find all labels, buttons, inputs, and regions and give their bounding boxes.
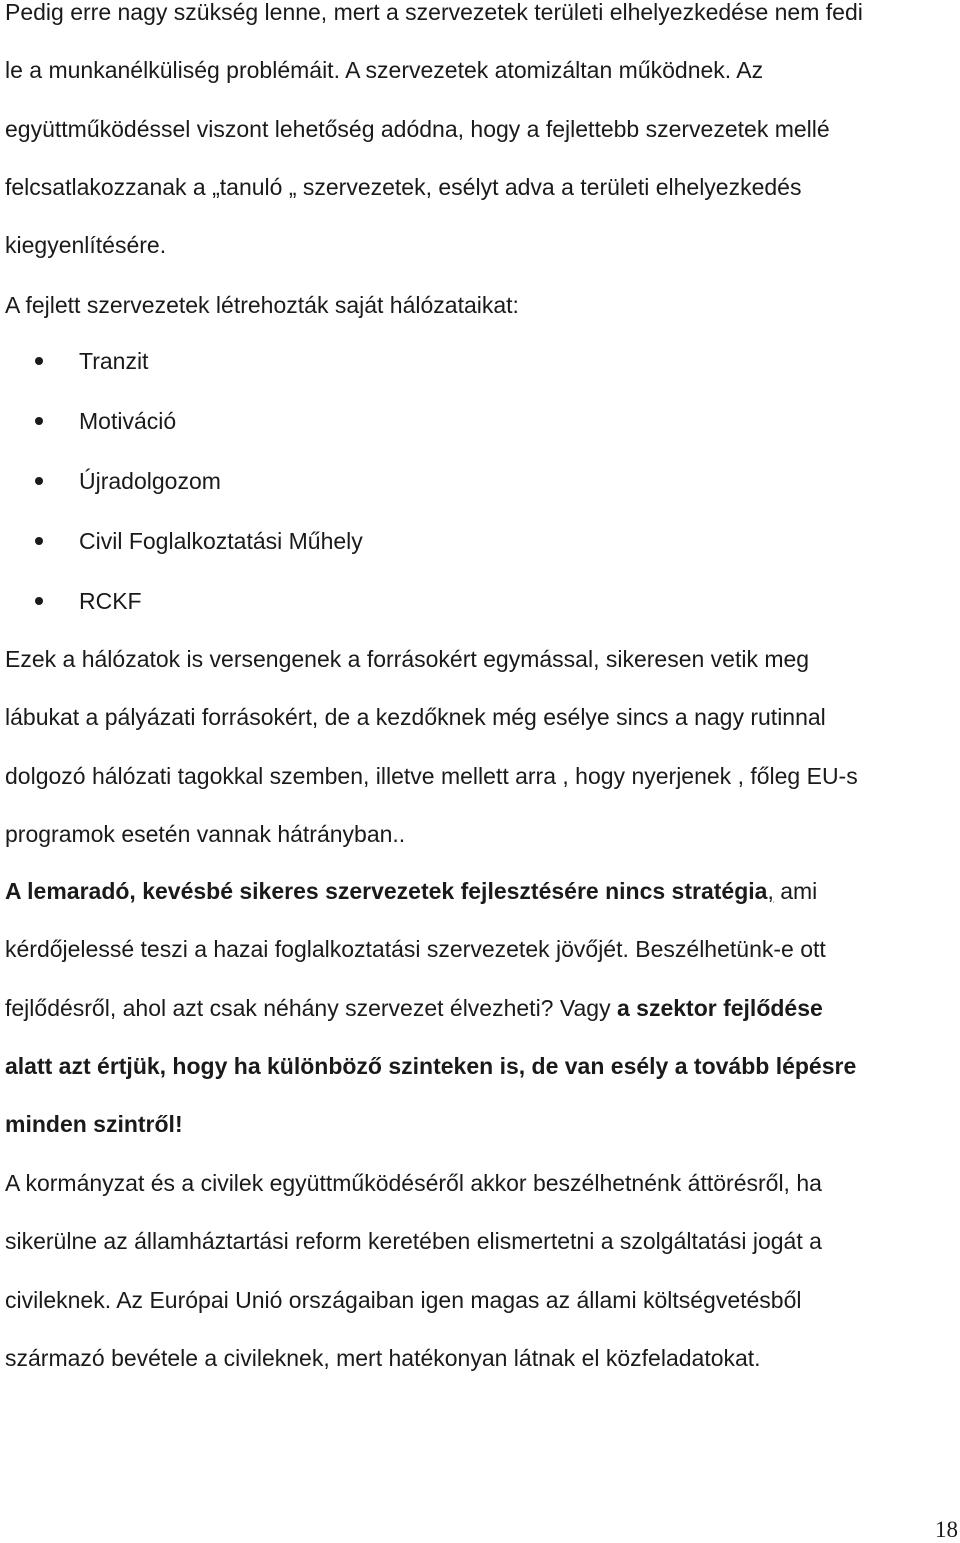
bold-text: a szektor fejlődése bbox=[616, 994, 823, 1021]
list-item-label: Motiváció bbox=[79, 408, 177, 434]
text-line: együttműködéssel viszont lehetőség adódna, hogy a fejlettebb szervezetek mellé bbox=[5, 115, 830, 142]
plain-text: ami bbox=[773, 878, 818, 904]
list-item bbox=[5, 451, 363, 511]
text-line: A kormányzat és a civilek együttműködéséről akkor beszélhetnénk áttörésről, ha bbox=[5, 1170, 822, 1196]
text-line: dolgozó hálózati tagokkal szemben, illetve mellett arra , hogy nyerjenek , főleg EU-s bbox=[5, 762, 858, 789]
list-item bbox=[5, 331, 363, 391]
list-item-label: Civil Foglalkoztatási Műhely bbox=[79, 528, 363, 554]
text-line bbox=[5, 979, 856, 1037]
paragraph-networks-intro bbox=[5, 276, 519, 334]
bullet-icon bbox=[35, 537, 43, 545]
bullet-icon bbox=[35, 477, 43, 485]
list-item bbox=[5, 511, 363, 571]
text-line: le a munkanélküliség problémáit. A szervezetek atomizáltan működnek. Az bbox=[5, 57, 764, 84]
networks-list bbox=[5, 331, 363, 631]
list-item bbox=[5, 571, 363, 631]
plain-text: fejlődésről, ahol azt csak néhány szervezet élvezheti? Vagy bbox=[5, 994, 617, 1021]
underlined-text: , bbox=[767, 878, 774, 904]
list-item-label: RCKF bbox=[79, 588, 142, 614]
bold-text: A lemaradó, kevésbé sikeres szervezetek fejlesztésére nincs stratégia bbox=[5, 878, 768, 904]
text-line bbox=[5, 1037, 856, 1095]
text-line: származó bevétele a civileknek, mert hatékonyan látnak el közfeladatokat. bbox=[5, 1344, 761, 1371]
text-line: A fejlett szervezetek létrehozták saját hálózataikat: bbox=[5, 292, 519, 318]
text-line: sikerülne az államháztartási reform keretében elismertetni a szolgáltatási jogát a bbox=[5, 1228, 822, 1255]
list-item-label: Tranzit bbox=[79, 348, 149, 374]
bullet-icon bbox=[35, 417, 43, 425]
text-line: felcsatlakozzanak a „tanuló „ szervezetek, esélyt adva a területi elhelyezkedés bbox=[5, 173, 802, 200]
text-line: lábukat a pályázati forrásokért, de a kezdőknek még esélye sincs a nagy rutinnal bbox=[5, 704, 826, 731]
bullet-icon bbox=[35, 597, 43, 605]
bold-text: minden szintről! bbox=[5, 1111, 183, 1138]
text-line bbox=[5, 862, 856, 920]
text-line bbox=[5, 1095, 856, 1153]
paragraph-regional-distribution bbox=[5, 0, 863, 274]
text-line: Ezek a hálózatok is versengenek a forrásokért egymással, sikeresen vetik meg bbox=[5, 646, 810, 672]
text-line: kérdőjelessé teszi a hazai foglalkoztatási szervezetek jövőjét. Beszélhetünk-e ott bbox=[5, 936, 826, 963]
text-line: kiegyenlítésére. bbox=[5, 232, 167, 259]
bullet-icon bbox=[35, 357, 43, 365]
bold-text: alatt azt értjük, hogy ha különböző szinteken is, de van esély a tovább lépésre bbox=[5, 1052, 857, 1079]
text-line: Pedig erre nagy szükség lenne, mert a szervezetek területi elhelyezkedése nem fedi bbox=[5, 0, 863, 25]
text-line: civileknek. Az Európai Unió országaiban igen magas az állami költségvetésből bbox=[5, 1286, 802, 1313]
paragraph-strategy bbox=[5, 862, 856, 1153]
list-item-label: Újradolgozom bbox=[79, 468, 221, 494]
paragraph-network-competition bbox=[5, 630, 858, 863]
text-line: programok esetén vannak hátrányban.. bbox=[5, 820, 406, 847]
list-item bbox=[5, 391, 363, 451]
paragraph-government-cooperation bbox=[5, 1154, 822, 1387]
page-number: 18 bbox=[935, 1517, 958, 1542]
